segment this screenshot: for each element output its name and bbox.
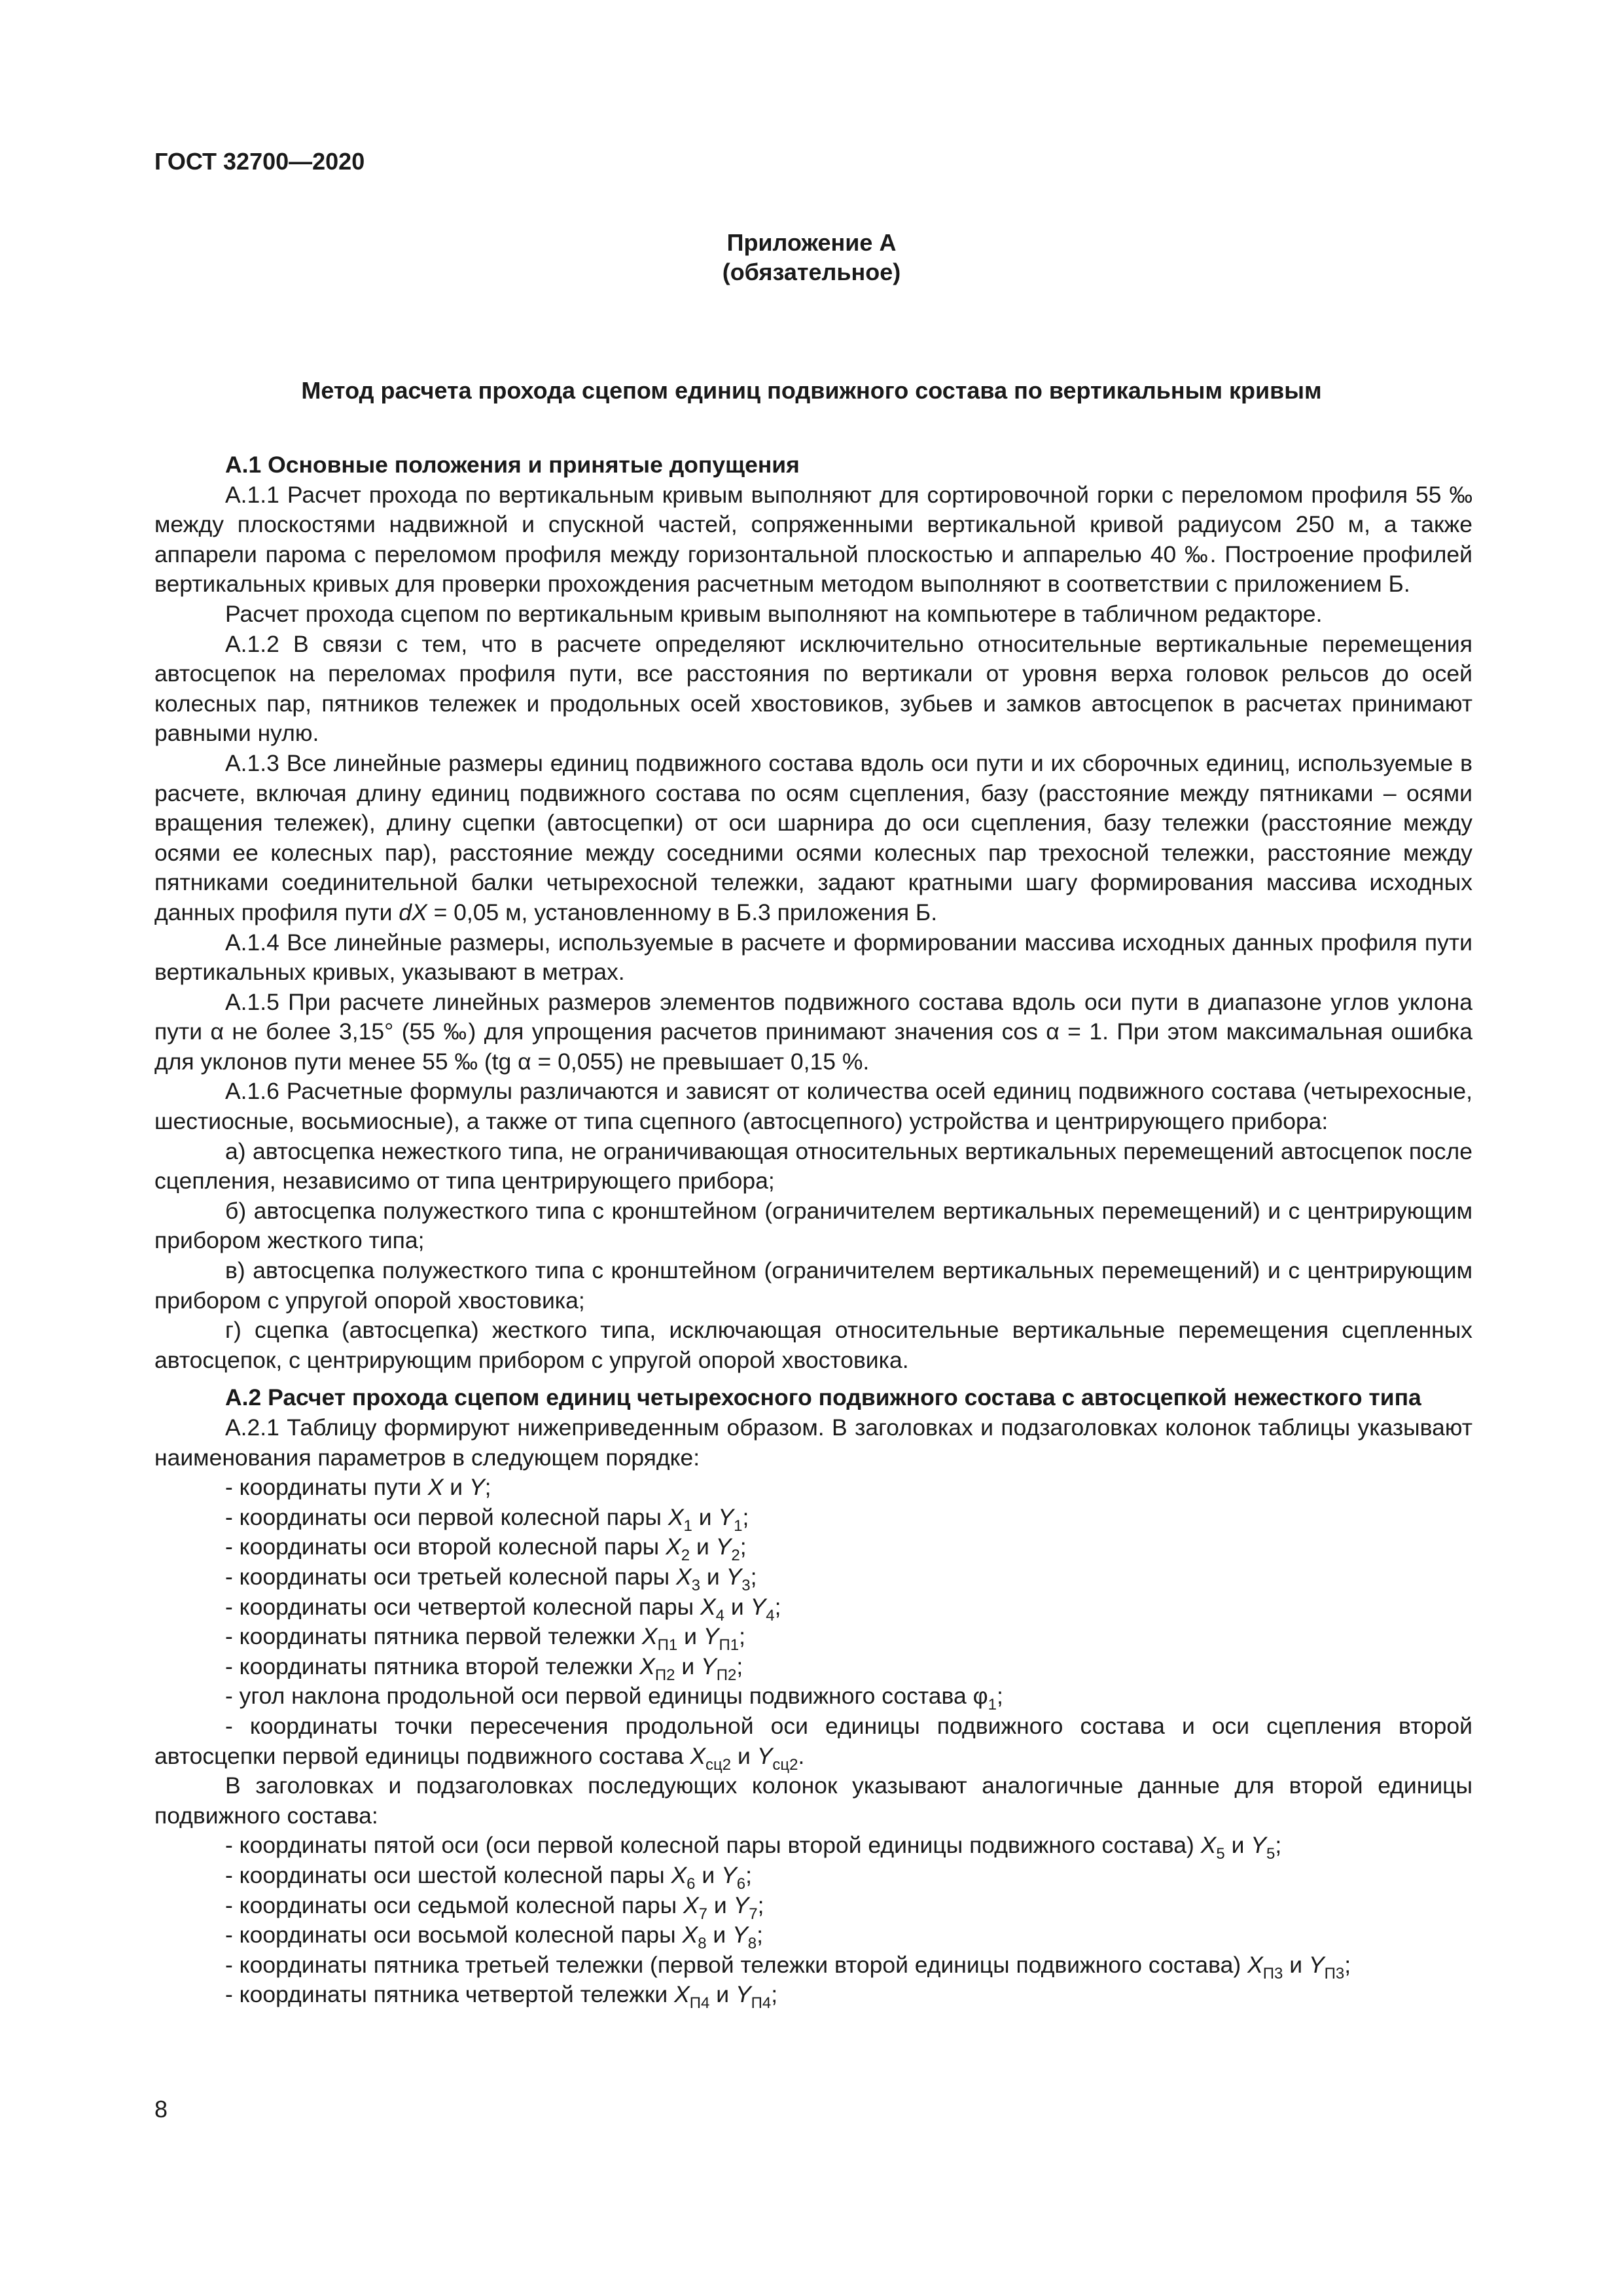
- para-a1-2: А.1.2 В связи с тем, что в расчете определяют исключительно относительные вертикальные перемещения автосцепок на переломах профиля пути, все расстояния по вертикали от уровня верха головок рельсов до осей колесных пар, пятников тележек и продольных осей хвостовиков, зубьев и замков автосцепок в расчетах принимают равными нулю.: [154, 630, 1472, 747]
- list-item: - координаты пятника четвертой тележки $X_{П4}$ и $Y_{П4}$;: [225, 1981, 778, 2013]
- list-item: - координаты точки пересечения продольной оси единицы подвижного состава и оси сцепления второй автосцепки первой единицы подвижного состава $X_{сц2}$ и $Y_{сц2}$.: [154, 1712, 1472, 1774]
- para-a2-1: А.2.1 Таблицу формируют нижеприведенным образом. В заголовках и подзаголовках колонок таблицы указывают наименования параметров в следующем порядке:: [154, 1414, 1472, 1471]
- standard-header: ГОСТ 32700—2020: [154, 148, 365, 175]
- list-item: - координаты оси восьмой колесной пары $X_8$ и $Y_8$;: [225, 1922, 764, 1953]
- para-a1-1: А.1.1 Расчет прохода по вертикальным кривым выполняют для сортировочной горки с переломом профиля 55 ‰ между плоскостями надвижной и спускной частей, сопряженными вертикальной кривой радиусом 250 м, а также аппарели парома с переломом профиля между горизонтальной плоскостью и аппарелью 40 ‰. Построение профилей вертикальных кривых для проверки прохождения расчетным методом выполняют в соответствии с приложением Б.: [154, 481, 1472, 598]
- list-item: - координаты пятника первой тележки $X_{П1}$ и $Y_{П1}$;: [225, 1623, 745, 1655]
- list-item: - угол наклона продольной оси первой единицы подвижного состава $\varphi_1$;: [225, 1683, 1003, 1714]
- para-a1-1b: Расчет прохода сцепом по вертикальным кривым выполняют на компьютере в табличном редакторе.: [225, 600, 1323, 627]
- list-item: - координаты оси шестой колесной пары $X_6$ и $Y_6$;: [225, 1861, 752, 1893]
- list-item: - координаты пути X и Y;: [225, 1474, 491, 1501]
- para-a1-5: А.1.5 При расчете линейных размеров элементов подвижного состава вдоль оси пути в диапазоне углов уклона пути α не более 3,15° (55 ‰) для упрощения расчетов принимают значения cos α = 1. При этом максимальная ошибка для уклонов пути менее 55 ‰ (tg α = 0,055) не превышает 0,15 %.: [154, 988, 1472, 1075]
- para-a2-next: В заголовках и подзаголовках последующих колонок указывают аналогичные данные для второй единицы подвижного состава:: [154, 1772, 1472, 1829]
- list-item-d: г) сцепка (автосцепка) жесткого типа, исключающая относительные вертикальные перемещения сцепленных автосцепок, с центрирующим прибором с упругой опорой хвостовика.: [154, 1317, 1472, 1373]
- list-item-a: а) автосцепка нежесткого типа, не ограничивающая относительных вертикальных перемещений автосцепок после сцепления, независимо от типа центрирующего прибора;: [154, 1138, 1472, 1194]
- list-item: - координаты пятника третьей тележки (первой тележки второй единицы подвижного состава) $X_{П3}$ и $Y_{П3}$;: [225, 1951, 1351, 1982]
- page-number: 8: [154, 2096, 168, 2123]
- appendix-title: Приложение А: [726, 229, 897, 256]
- list-item: - координаты оси второй колесной пары $X_2$ и $Y_2$;: [225, 1534, 747, 1565]
- list-item: - координаты оси четвертой колесной пары $X_4$ и $Y_4$;: [225, 1593, 781, 1624]
- list-item: - координаты оси третьей колесной пары $X_3$ и $Y_3$;: [225, 1563, 757, 1594]
- para-a1-4: А.1.4 Все линейные размеры, используемые в расчете и формировании массива исходных данных профиля пути вертикальных кривых, указывают в метрах.: [154, 929, 1472, 986]
- appendix-status: (обязательное): [722, 259, 901, 285]
- para-a1-6: А.1.6 Расчетные формулы различаются и зависят от количества осей единиц подвижного состава (четырехосные, шестиосные, восьмиосные), а также от типа сцепного (автосцепного) устройства и центрирующего прибора:: [154, 1078, 1472, 1135]
- list-item: - координаты оси седьмой колесной пары $X_7$ и $Y_7$;: [225, 1892, 764, 1923]
- document-body: [154, 450, 1472, 2013]
- list-item-c: в) автосцепка полужесткого типа с кронштейном (ограничителем вертикальных перемещений) и с центрирующим прибором с упругой опорой хвостовика;: [154, 1257, 1472, 1314]
- list-item-b: б) автосцепка полужесткого типа с кронштейном (ограничителем вертикальных перемещений) и с центрирующим прибором жесткого типа;: [154, 1197, 1472, 1254]
- list-item: - координаты пятника второй тележки $X_{П2}$ и $Y_{П2}$;: [225, 1653, 743, 1684]
- para-a1-3: А.1.3 Все линейные размеры единиц подвижного состава вдоль оси пути и их сборочных единиц, используемые в расчете, включая длину единиц подвижного состава по осям сцепления, базу (расстояние между пятниками – осями вращения тележек), длину сцепки (автосцепки) от оси шарнира до оси сцепления, базу тележки (расстояние между осями ее колесных пар), расстояние между соседними осями колесных пар трехосной тележки, расстояние между пятниками соединительной балки четырехосной тележки, задают кратными шагу формирования массива исходных данных профиля пути dX = 0,05 м, установленному в Б.3 приложения Б.: [154, 749, 1472, 925]
- list-item: - координаты пятой оси (оси первой колесной пары второй единицы подвижного состава) $X_5$ и $Y_5$;: [225, 1832, 1282, 1863]
- section-a1-heading: А.1 Основные положения и принятые допущения: [225, 452, 800, 478]
- section-a2-heading: А.2 Расчет прохода сцепом единиц четырехосного подвижного состава с автосцепкой нежесткого типа: [225, 1384, 1421, 1411]
- document-title: Метод расчета прохода сцепом единиц подвижного состава по вертикальным кривым: [301, 377, 1322, 404]
- list-item: - координаты оси первой колесной пары $X_1$ и $Y_1$;: [225, 1503, 749, 1535]
